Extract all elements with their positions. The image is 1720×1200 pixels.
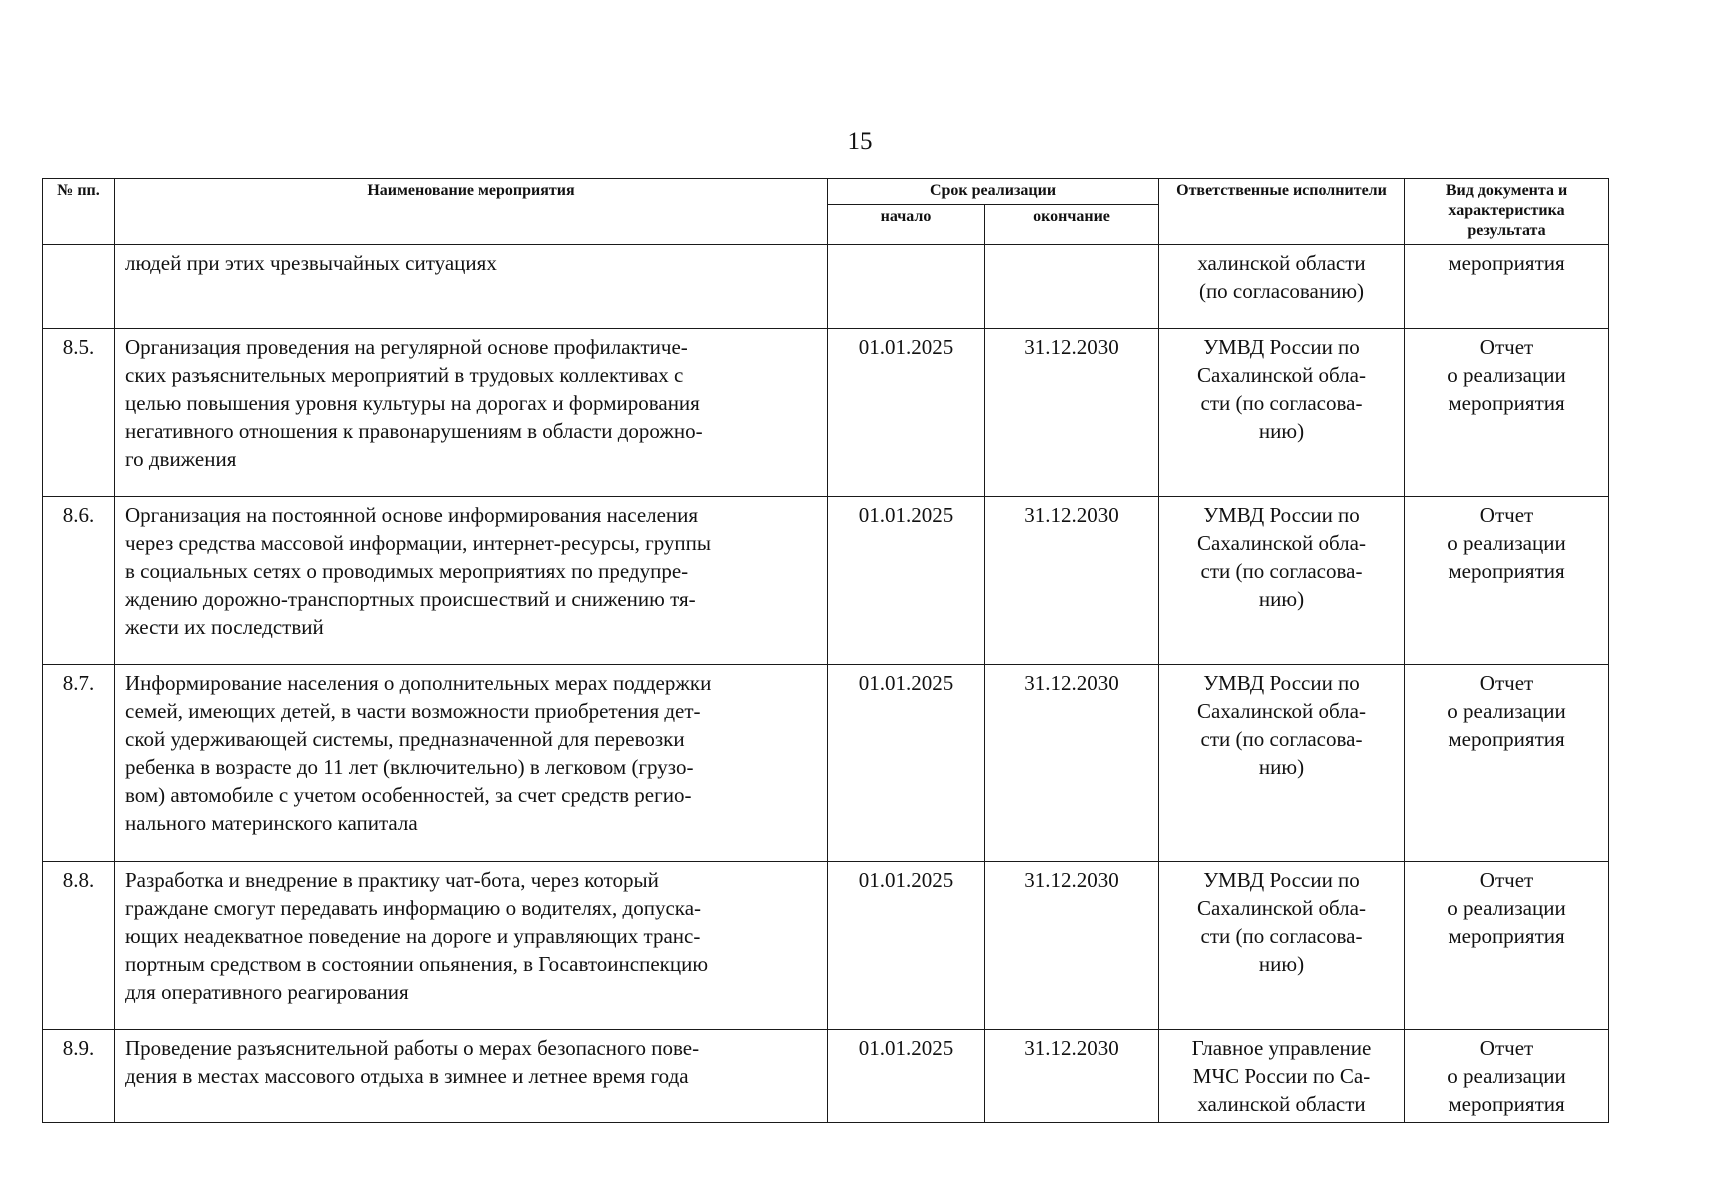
- measure-name-line: ждению дорожно-транспортных происшествий и снижению тя-: [125, 587, 696, 611]
- measure-name-line: ских разъяснительных мероприятий в трудовых коллективах с: [125, 363, 684, 387]
- responsible-executors-line: халинской области: [1197, 251, 1366, 275]
- result-document: [1405, 665, 1609, 862]
- row-number: [43, 245, 115, 329]
- measure-name: [115, 245, 828, 329]
- result-document-line: о реализации: [1447, 531, 1566, 555]
- measure-name-line: Организация проведения на регулярной основе профилактиче-: [125, 335, 688, 359]
- header-start: начало: [828, 205, 985, 245]
- end-date: 31.12.2030: [985, 1030, 1159, 1123]
- responsible-executors: [1159, 497, 1405, 665]
- responsible-executors-line: (по согласованию): [1198, 279, 1365, 303]
- responsible-executors-line: Главное управление: [1191, 1036, 1372, 1060]
- responsible-executors-line: Сахалинской обла-: [1197, 896, 1366, 920]
- table-row: [43, 1030, 1609, 1123]
- measure-name: [115, 665, 828, 862]
- responsible-executors-line: УМВД России по: [1203, 503, 1360, 527]
- measure-name-line: дения в местах массового отдыха в зимнее и летнее время года: [125, 1064, 689, 1088]
- measure-name-line: негативного отношения к правонарушениям в области дорожно-: [125, 419, 703, 443]
- result-document: [1405, 1030, 1609, 1123]
- responsible-executors-line: сти (по согласова-: [1200, 727, 1363, 751]
- result-document: [1405, 497, 1609, 665]
- responsible-executors-line: нию): [1258, 755, 1305, 779]
- header-num: № пп.: [43, 179, 115, 245]
- responsible-executors-line: УМВД России по: [1203, 335, 1360, 359]
- responsible-executors-line: Сахалинской обла-: [1197, 531, 1366, 555]
- start-date: 01.01.2025: [828, 497, 985, 665]
- measure-name-line: людей при этих чрезвычайных ситуациях: [125, 251, 497, 275]
- measure-name-line: граждане смогут передавать информацию о водителях, допуска-: [125, 896, 702, 920]
- responsible-executors: [1159, 665, 1405, 862]
- table-row: [43, 329, 1609, 497]
- page-number: 15: [847, 128, 873, 155]
- result-document-line: о реализации: [1447, 1064, 1566, 1088]
- responsible-executors-line: Сахалинской обла-: [1197, 363, 1366, 387]
- measure-name-line: Информирование населения о дополнительных мерах поддержки: [125, 671, 712, 695]
- responsible-executors: [1159, 1030, 1405, 1123]
- result-document: [1405, 245, 1609, 329]
- result-document-line: мероприятия: [1448, 1092, 1565, 1116]
- result-document-line: о реализации: [1447, 699, 1566, 723]
- result-document-line: о реализации: [1447, 896, 1566, 920]
- measure-name: [115, 329, 828, 497]
- measure-name-line: нального материнского капитала: [125, 811, 418, 835]
- responsible-executors-line: Сахалинской обла-: [1197, 699, 1366, 723]
- start-date: 01.01.2025: [828, 862, 985, 1030]
- measure-name-line: ребенка в возрасте до 11 лет (включительно) в легковом (грузо-: [125, 755, 694, 779]
- measure-name-line: через средства массовой информации, интернет-ресурсы, группы: [125, 531, 712, 555]
- responsible-executors: [1159, 245, 1405, 329]
- responsible-executors-line: УМВД России по: [1203, 868, 1360, 892]
- result-document-line: Отчет: [1479, 671, 1534, 695]
- measure-name-line: семей, имеющих детей, в части возможности приобретения дет-: [125, 699, 701, 723]
- result-document-line: мероприятия: [1448, 924, 1565, 948]
- measure-name-line: жести их последствий: [125, 615, 324, 639]
- end-date: 31.12.2030: [985, 497, 1159, 665]
- header-result: Вид документа и характеристика результата: [1405, 179, 1609, 245]
- result-document-line: о реализации: [1447, 363, 1566, 387]
- result-document: [1405, 329, 1609, 497]
- result-document-line: Отчет: [1479, 1036, 1534, 1060]
- table-row: [43, 665, 1609, 862]
- end-date: [985, 245, 1159, 329]
- measure-name-line: в социальных сетях о проводимых мероприятиях по предупре-: [125, 559, 689, 583]
- end-date: 31.12.2030: [985, 329, 1159, 497]
- result-document-line: мероприятия: [1448, 559, 1565, 583]
- row-number: 8.6.: [43, 497, 115, 665]
- result-document: [1405, 862, 1609, 1030]
- result-document-line: Отчет: [1479, 335, 1534, 359]
- table-row: [43, 862, 1609, 1030]
- start-date: 01.01.2025: [828, 1030, 985, 1123]
- result-document-line: мероприятия: [1448, 727, 1565, 751]
- row-number: 8.5.: [43, 329, 115, 497]
- start-date: 01.01.2025: [828, 329, 985, 497]
- measure-name-line: целью повышения уровня культуры на дорогах и формирования: [125, 391, 700, 415]
- row-number: 8.7.: [43, 665, 115, 862]
- responsible-executors-line: сти (по согласова-: [1200, 559, 1363, 583]
- responsible-executors-line: нию): [1258, 952, 1305, 976]
- row-number: 8.8.: [43, 862, 115, 1030]
- header-end: окончание: [985, 205, 1159, 245]
- header-name: Наименование мероприятия: [115, 179, 828, 245]
- responsible-executors-line: сти (по согласова-: [1200, 924, 1363, 948]
- responsible-executors-line: сти (по согласова-: [1200, 391, 1363, 415]
- end-date: 31.12.2030: [985, 862, 1159, 1030]
- row-number: 8.9.: [43, 1030, 115, 1123]
- measure-name-line: Проведение разъяснительной работы о мерах безопасного пове-: [125, 1036, 700, 1060]
- start-date: [828, 245, 985, 329]
- responsible-executors-line: нию): [1258, 419, 1305, 443]
- measures-table: [42, 178, 1609, 1123]
- end-date: 31.12.2030: [985, 665, 1159, 862]
- responsible-executors-line: МЧС России по Са-: [1192, 1064, 1371, 1088]
- responsible-executors-line: УМВД России по: [1203, 671, 1360, 695]
- table-body: [43, 245, 1609, 1123]
- result-document-line: Отчет: [1479, 868, 1534, 892]
- measure-name-line: го движения: [125, 447, 237, 471]
- measure-name: [115, 1030, 828, 1123]
- header-period: Срок реализации: [828, 179, 1159, 205]
- measure-name: [115, 862, 828, 1030]
- table-row: [43, 245, 1609, 329]
- responsible-executors-line: халинской области: [1197, 1092, 1366, 1116]
- start-date: 01.01.2025: [828, 665, 985, 862]
- responsible-executors: [1159, 329, 1405, 497]
- result-document-line: Отчет: [1479, 503, 1534, 527]
- result-document-line: мероприятия: [1448, 251, 1565, 275]
- measure-name-line: для оперативного реагирования: [125, 980, 409, 1004]
- measure-name-line: Организация на постоянной основе информирования населения: [125, 503, 699, 527]
- measure-name-line: ющих неадекватное поведение на дороге и управляющих транс-: [125, 924, 701, 948]
- table-row: [43, 497, 1609, 665]
- header-responsible: Ответственные исполнители: [1159, 179, 1405, 245]
- responsible-executors: [1159, 862, 1405, 1030]
- measure-name-line: ской удерживающей системы, предназначенной для перевозки: [125, 727, 685, 751]
- measure-name-line: Разработка и внедрение в практику чат-бота, через который: [125, 868, 659, 892]
- measure-name-line: вом) автомобиле с учетом особенностей, за счет средств регио-: [125, 783, 692, 807]
- result-document-line: мероприятия: [1448, 391, 1565, 415]
- responsible-executors-line: нию): [1258, 587, 1305, 611]
- measure-name: [115, 497, 828, 665]
- measure-name-line: портным средством в состоянии опьянения, в Госавтоинспекцию: [125, 952, 709, 976]
